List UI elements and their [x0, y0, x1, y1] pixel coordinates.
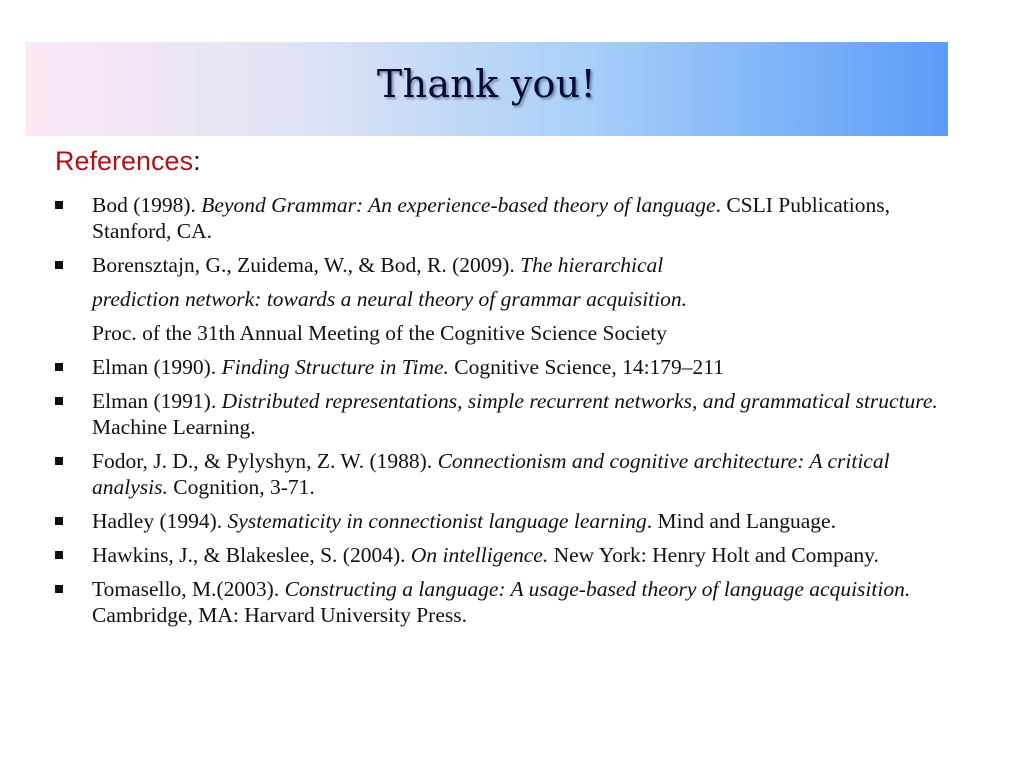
reference-title-continued: prediction network: towards a neural theory of grammar acquisition.	[92, 287, 687, 311]
reference-item	[55, 192, 955, 244]
reference-item	[55, 576, 955, 628]
reference-tail: . Mind and Language.	[646, 509, 836, 533]
reference-tail: Cognitive Science, 14:179–211	[448, 355, 725, 379]
reference-lead: Tomasello, M.(2003).	[92, 577, 285, 601]
reference-title: Distributed representations, simple recurrent networks, and grammatical structure.	[221, 389, 938, 413]
square-bullet-icon	[55, 517, 63, 525]
reference-tail: New York: Henry Holt and Company.	[548, 543, 879, 567]
reference-tail: Machine Learning.	[92, 415, 256, 439]
slide-title: Thank you!	[376, 62, 597, 106]
reference-lead: Bod (1998).	[92, 193, 202, 217]
reference-title: The hierarchical	[520, 253, 664, 277]
references-heading	[55, 146, 201, 177]
reference-item	[55, 354, 955, 380]
square-bullet-icon	[55, 551, 63, 559]
reference-tail: Cambridge, MA: Harvard University Press.	[92, 603, 467, 627]
reference-title: Constructing a language: A usage-based theory of language acquisition.	[284, 577, 911, 601]
reference-lead: Fodor, J. D., & Pylyshyn, Z. W. (1988).	[92, 449, 438, 473]
reference-list	[55, 192, 955, 636]
reference-lead: Borensztajn, G., Zuidema, W., & Bod, R. (2009).	[92, 253, 521, 277]
reference-item	[55, 508, 955, 534]
square-bullet-icon	[55, 585, 63, 593]
title-banner	[25, 42, 948, 136]
reference-lead: Hadley (1994).	[92, 509, 228, 533]
reference-tail: Proc. of the 31th Annual Meeting of the Cognitive Science Society	[92, 321, 668, 345]
square-bullet-icon	[55, 397, 63, 405]
references-heading-label: References	[55, 146, 194, 176]
reference-title: Beyond Grammar: An experience-based theory of language	[201, 193, 716, 217]
reference-item	[55, 388, 955, 440]
reference-title: On intelligence.	[410, 543, 549, 567]
reference-lead: Elman (1990).	[92, 355, 222, 379]
square-bullet-icon	[55, 363, 63, 371]
reference-item	[55, 542, 955, 568]
references-heading-colon: :	[193, 146, 201, 176]
reference-item	[55, 252, 955, 346]
reference-item	[55, 448, 955, 500]
square-bullet-icon	[55, 457, 63, 465]
reference-tail: Cognition, 3-71.	[167, 475, 315, 499]
reference-title: Finding Structure in Time.	[221, 355, 449, 379]
reference-tail: . CSLI Publications, Stanford, CA.	[92, 193, 890, 243]
reference-lead: Elman (1991).	[92, 389, 222, 413]
square-bullet-icon	[55, 261, 63, 269]
square-bullet-icon	[55, 201, 63, 209]
reference-title: Systematicity in connectionist language learning	[227, 509, 647, 533]
reference-lead: Hawkins, J., & Blakeslee, S. (2004).	[92, 543, 411, 567]
reference-title: Connectionism and cognitive architecture: A critical analysis.	[92, 449, 890, 499]
